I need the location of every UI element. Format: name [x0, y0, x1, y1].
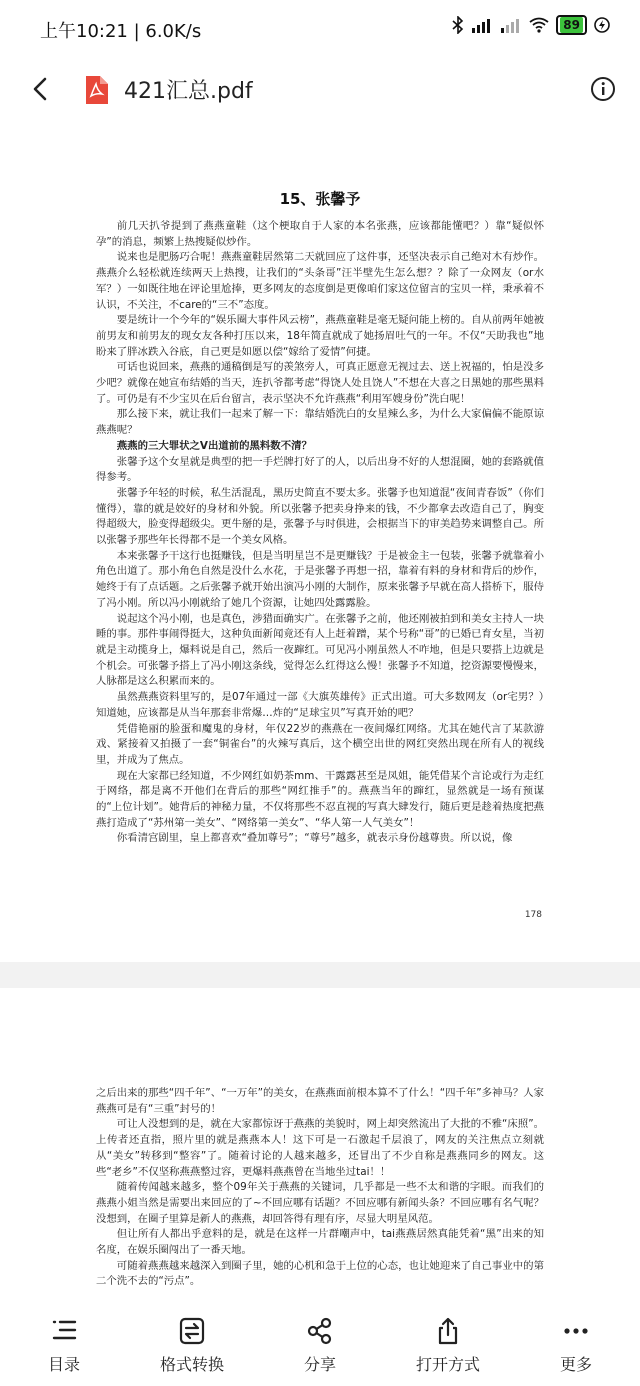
section-heading: 15、张馨予 — [279, 190, 361, 208]
open-with-button[interactable] — [384, 1306, 512, 1386]
subheading: 燕燕的三大罪状之V出道前的黑料数不清？ — [116, 439, 312, 452]
format-convert-label: 格式转换 — [159, 1355, 224, 1374]
info-icon[interactable] — [590, 76, 616, 102]
pdf-page-178 — [0, 122, 640, 962]
page-text — [0, 988, 640, 1290]
share-label: 分享 — [303, 1355, 336, 1374]
paragraph: 要是统计一个今年的“娱乐圈大事件风云榜”，燕燕童鞋是毫无疑问能上榜的。自从前两年她被前男友和前男友的现女友各种打压以来，18年简直就成了她扬眉吐气的一年。不仅“天助我也”地盼来了胖冰跌入谷底，自己更是如愿以偿“嫁给了爱情”何捷。 — [96, 314, 544, 358]
share-icon — [305, 1316, 335, 1346]
format-convert-button[interactable] — [128, 1306, 256, 1386]
paragraph: 本来张馨予干这行也挺赚钱，但是当明星岂不是更赚钱？于是被金主一包装，张馨予就靠着小角色出道了。那小角色自然是没什么水花，于是张馨予再想一招，靠着有料的身材和背后的炒作，她终于有了点话题。之后张馨予就开始出演冯小刚的大制作，原来张馨予早就在高人搭桥下，服侍了冯小刚。所以冯小刚就给了她几个资源，让她四处露露脸。 — [96, 549, 544, 609]
app-bar — [0, 58, 640, 122]
signal-2-icon — [500, 17, 522, 33]
bluetooth-icon — [452, 16, 464, 34]
list-icon — [49, 1316, 79, 1346]
paragraph: 之后出来的那些“四千年”、“一万年”的美女，在燕燕面前根本算不了什么！“四千年”多神马？人家燕燕可是有“三重”封号的！ — [96, 1087, 544, 1115]
toc-label: 目录 — [47, 1355, 80, 1374]
paragraph: 凭借艳丽的脸蛋和魔鬼的身材，年仅22岁的燕燕在一夜间爆红网络。尤其在她代言了某款游戏、紧接着又拍摄了一套“铜雀台”的火辣写真后，这个横空出世的网红突然出现在所有人的视线里，并成为了焦点。 — [96, 722, 544, 766]
paragraph: 随着传闻越来越多，整个09年关于燕燕的关键词，几乎都是一些不太和谐的字眼。而我们的燕燕小姐当然是需要出来回应的了~不回应哪有话题？不回应哪有新闻头条？不回应哪有名气呢？没想到，在圈子里算是新人的燕燕，却回答得有理有序，尽显大明星风范。 — [96, 1181, 544, 1225]
page-number: 178 — [524, 910, 542, 920]
paragraph: 你看清宫剧里，皇上都喜欢“叠加尊号”；“尊号”越多，就表示身份越尊贵。所以说，像 — [116, 832, 513, 845]
paragraph: 可随着燕燕越来越深入到圈子里，她的心机和急于上位的心态，也让她迎来了自己事业中的第二个洗不去的“污点”。 — [96, 1259, 544, 1288]
file-title: 421汇总.pdf — [124, 79, 253, 104]
paragraph: 现在大家都已经知道，不少网红如奶茶mm、干露露甚至是凤姐，能凭借某个言论或行为走红于网络，都是离不开他们在背后的那些“网红推手”的。燕燕当年的蹿红，显然就是一场有预谋的“上位计划”。她背后的神秘力量，不仅将那些不忍直视的写真大肆发行，随后更是趁着热度把燕燕打造成了“苏州第一美女”、“网络第一美女”、“华人第一人气美女”！ — [96, 769, 544, 829]
paragraph: 那么接下来，就让我们一起来了解一下：靠结婚洗白的女星辣么多，为什么大家偏偏不能原谅燕燕呢？ — [96, 408, 544, 437]
wifi-icon — [529, 17, 549, 33]
back-arrow-icon[interactable] — [24, 72, 58, 106]
pdf-page-next — [0, 988, 640, 1306]
pdf-file-icon — [84, 76, 108, 104]
paragraph: 可让人没想到的是，就在大家都惊讶于燕燕的美貌时，网上却突然流出了大批的不雅“床照”。上传者还直指，照片里的就是燕燕本人！这下可是一石激起千层浪了，网友的关注焦点立刻就从“美女”转移到“整容”了。随着讨论的人越来越多，还冒出了不少自称是燕燕同乡的网友。这些“老乡”不仅坚称燕燕整过容，更爆料燕燕曾在当地坐过tai！！ — [96, 1118, 544, 1178]
more-button[interactable] — [512, 1306, 640, 1386]
status-icons — [452, 15, 610, 35]
paragraph: 张馨予这个女星就是典型的把一手烂牌打好了的人，以后出身不好的人想混圈，她的套路就值得参考。 — [96, 455, 544, 484]
page-text — [0, 219, 640, 847]
open-with-label: 打开方式 — [415, 1355, 480, 1374]
pdf-viewer[interactable] — [0, 122, 640, 1306]
more-label: 更多 — [559, 1355, 592, 1374]
status-time-speed: 上午10:21 | 6.0K/s — [40, 21, 202, 42]
paragraph: 可话也说回来，燕燕的通稿倒是写的羡煞旁人，可真正愿意无视过去、送上祝福的，怕是没多少吧？就像在她宣布结婚的当天，连扒爷都考虑“得饶人处且饶人”不想在大喜之日黑她的那些黑料了。可仍是有不少宝贝在后台留言，表示坚决不允许燕燕“利用军嫂身份”洗白呢！ — [96, 361, 544, 405]
paragraph: 前几天扒爷提到了燕燕童鞋（这个梗取自于人家的本名张燕，应该都能懂吧？）靠“疑似怀孕”的消息，频繁上热搜疑似炒作。 — [96, 220, 544, 248]
open-with-icon — [433, 1316, 463, 1346]
more-icon — [561, 1316, 591, 1346]
paragraph: 但让所有人都出乎意料的是，就是在这样一片群嘲声中，tai燕燕居然真能凭着“黑”出来的知名度，在娱乐圈闯出了一番天地。 — [96, 1228, 544, 1257]
signal-icon — [471, 17, 493, 33]
bottom-toolbar — [0, 1306, 640, 1386]
paragraph: 说来也是肥肠巧合呢！燕燕童鞋居然第二天就回应了这件事，还坚决表示自己绝对木有炒作。燕燕介么轻松就连续两天上热搜，让我们的“头条哥”汪半壁先生怎么想？？除了一众网友（or水军？）一如既往地在评论里尬捧，更多网友的态度倒是更像咱们家这位留言的宝贝一样，秉承着不认识，不关注，不care的“三不”态度。 — [96, 251, 544, 311]
battery-icon — [556, 15, 587, 35]
share-button[interactable] — [256, 1306, 384, 1386]
toc-button[interactable] — [0, 1306, 128, 1386]
convert-icon — [177, 1316, 207, 1346]
paragraph: 张馨予年轻的时候，私生活混乱，黑历史简直不要太多。张馨予也知道混“夜间青春饭”（你们懂得），靠的就是姣好的身材和外貌。所以张馨予把卖身挣来的钱，不少都拿去改造自己了，胸变得超级大，脸变得超级尖。更牛掰的是，张馨予与时俱进，会根据当下的审美趋势来调整自己。所以张馨予那些年长得都不是一个美女风格。 — [96, 486, 544, 547]
paragraph: 说起这个冯小刚，也是真色，涉猎面确实广。在张馨予之前，他还刚被拍到和美女主持人一块睡的事。那件事闹得挺大，这种负面新闻竟还有人上赶着蹭，某个号称“哥”的已婚已育女星，当初就是主动揽身上，爆料说是自己，然后一夜蹿红。可见冯小刚虽然人不咋地，但是只要搭上边就是个机会。可张馨予搭上了冯小刚这条线，觉得怎么红得这么慢！张馨予不知道，挖资源要慢慢来，人脉都是这么积累而来的。 — [96, 612, 544, 688]
battery-level: 89 — [560, 17, 583, 33]
charging-icon — [594, 17, 610, 33]
paragraph: 虽然燕燕资料里写的，是07年通过一部《大旗英雄传》正式出道。可大多数网友（or宅男？）知道她，应该都是从当年那套非常爆…炸的“足球宝贝”写真开始的吧？ — [96, 691, 544, 719]
status-bar — [0, 0, 640, 58]
